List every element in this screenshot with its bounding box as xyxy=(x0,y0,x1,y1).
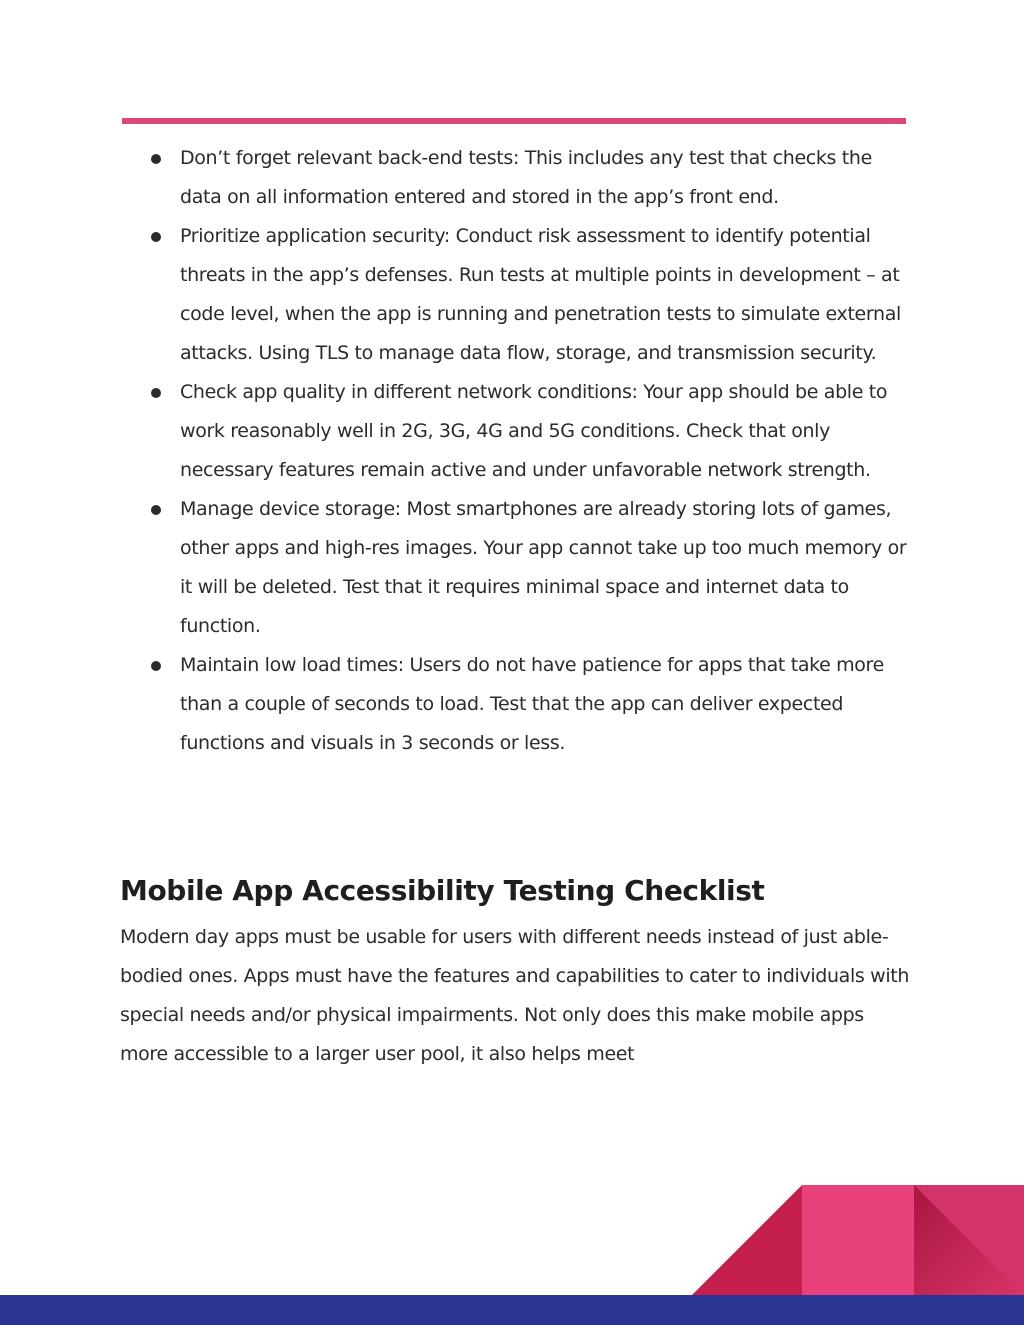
section-heading: Mobile App Accessibility Testing Checklist xyxy=(120,874,765,907)
decor-triangle xyxy=(692,1185,802,1295)
list-item xyxy=(122,373,912,490)
footer-bar xyxy=(0,1295,1024,1325)
bullet-icon xyxy=(151,505,161,515)
list-item xyxy=(122,139,912,217)
bullet-icon xyxy=(151,232,161,242)
list-item-text: Prioritize application security: Conduct risk assessment to identify potential threats in the app’s defenses. Run tests at multiple points in development – at code level, when the app is running and penetration tests to simulate external attacks. Using TLS to manage data flow, storage, and transmission security. xyxy=(180,225,901,364)
top-accent-rule xyxy=(122,118,906,124)
bullet-icon xyxy=(151,661,161,671)
list-item-text: Manage device storage: Most smartphones are already storing lots of games, other apps and high-res images. Your app cannot take up too much memory or it will be deleted. Test that it requires minimal space and internet data to function. xyxy=(180,498,907,637)
list-item-text: Don’t forget relevant back-end tests: This includes any test that checks the data on all information entered and stored in the app’s front end. xyxy=(180,147,872,208)
section-paragraph: Modern day apps must be usable for users with different needs instead of just able-bodied ones. Apps must have the features and capabilities to cater to individuals with special needs and/or physical impairments. Not only does this make mobile apps more accessible to a larger user pool, it also helps meet xyxy=(120,926,910,1065)
list-item-text: Check app quality in different network conditions: Your app should be able to work reasonably well in 2G, 3G, 4G and 5G conditions. Check that only necessary features remain active and under unfavorable network strength. xyxy=(180,381,888,481)
bullet-icon xyxy=(151,154,161,164)
list-item xyxy=(122,646,912,763)
list-item xyxy=(122,217,912,373)
decor-pink-block xyxy=(802,1185,914,1295)
footer-decoration xyxy=(0,1180,1024,1325)
list-item xyxy=(122,490,912,646)
bullet-list xyxy=(122,139,912,763)
bullet-icon xyxy=(151,388,161,398)
list-item-text: Maintain low load times: Users do not have patience for apps that take more than a couple of seconds to load. Test that the app can deliver expected functions and visuals in 3 seconds or less. xyxy=(180,654,884,754)
